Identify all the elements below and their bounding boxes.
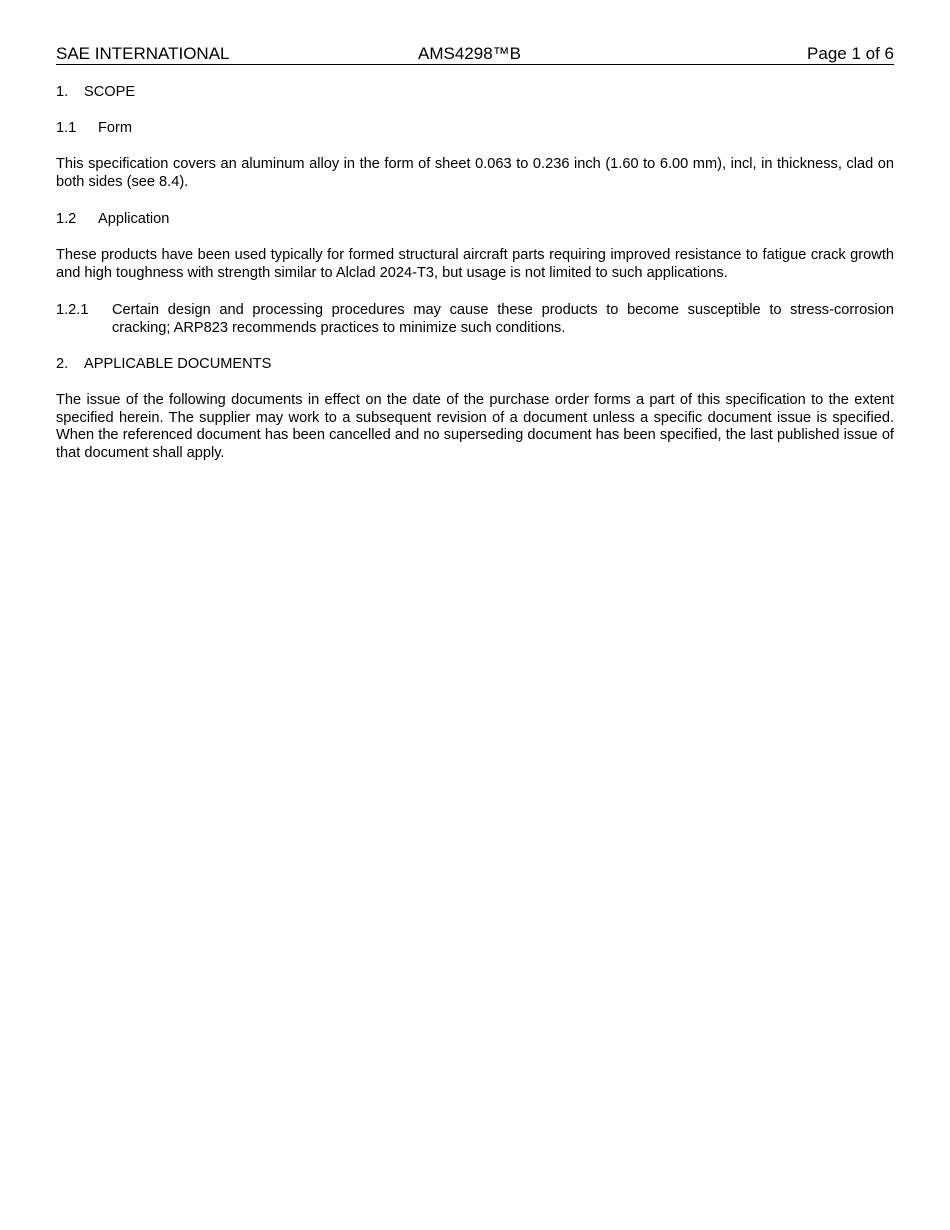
subsection-text: Certain design and processing procedures may cause these products to become susceptible to stress-corrosion cracking; ARP823 recommends practices to minimize such conditions. (112, 302, 894, 336)
subsection-1-2-1 (56, 302, 894, 337)
section-number: 1. (56, 84, 69, 100)
section-title: Form (98, 120, 133, 136)
application-paragraph: These products have been used typically for formed structural aircraft parts requiring improved resistance to fatigue crack growth and high toughness with strength similar to Alclad 2024-T3, but usage is not limited to such applications. (56, 247, 894, 281)
section-form-heading (56, 120, 894, 138)
section-number: 2. (56, 356, 69, 372)
applicable-documents-paragraph: The issue of the following documents in effect on the date of the purchase order forms a part of this specification to the extent specified herein. The supplier may work to a subsequent revision of a document unless a specific document issue is specified. When the referenced document has been cancelled and no superseding document has been specified, the last published issue of that document shall apply. (56, 392, 894, 461)
section-applicable-documents-heading (56, 356, 894, 374)
page-header (56, 44, 894, 65)
subsection-number: 1.2.1 (56, 302, 89, 318)
section-title: SCOPE (84, 84, 136, 100)
section-title: Application (98, 211, 170, 227)
header-organization: SAE INTERNATIONAL (56, 44, 230, 63)
section-number: 1.2 (56, 211, 77, 227)
section-application-heading (56, 211, 894, 229)
section-scope-heading (56, 84, 894, 102)
form-paragraph: This specification covers an aluminum alloy in the form of sheet 0.063 to 0.236 inch (1.60 to 6.00 mm), incl, in thickness, clad on both sides (see 8.4). (56, 156, 894, 190)
header-page-number: Page 1 of 6 (807, 44, 894, 63)
header-document-id: AMS4298™B (418, 44, 521, 63)
section-number: 1.1 (56, 120, 77, 136)
section-title: APPLICABLE DOCUMENTS (84, 356, 272, 372)
